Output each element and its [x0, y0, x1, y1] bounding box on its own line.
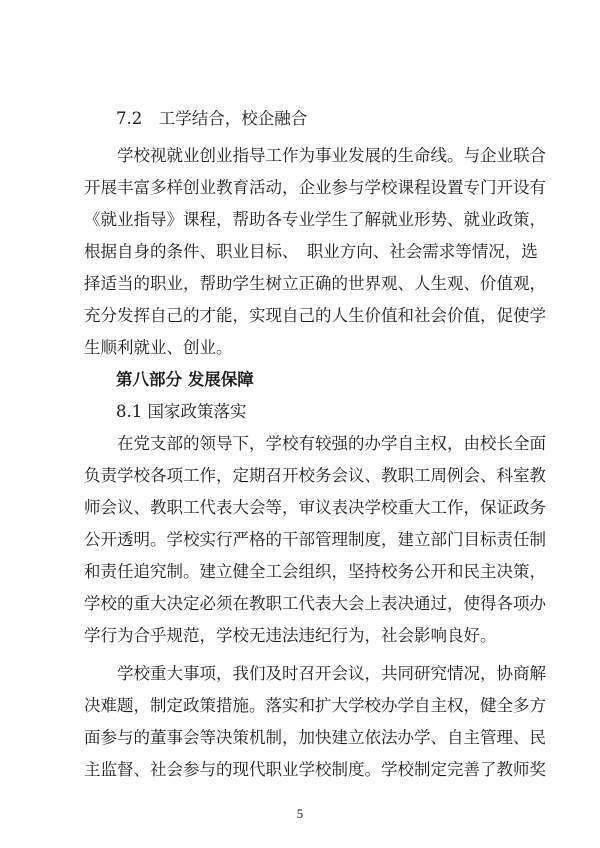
paragraph-line: 《就业指导》课程，帮助各专业学生了解就业形势、就业政策， — [84, 210, 546, 229]
paragraph-line: 面参与的董事会等决策机制，加快建立依法办学、自主管理、民 — [84, 728, 546, 747]
part-heading-8: 第八部分 发展保障 — [116, 370, 254, 389]
paragraph-line: 根据自身的条件、职业目标、 职业方向、社会需求等情况，选 — [84, 242, 538, 261]
paragraph-line: 择适当的职业，帮助学生树立正确的世界观、人生观、价值观， — [84, 274, 546, 293]
paragraph-line: 学校视就业创业指导工作为事业发展的生命线。与企业联合 — [84, 146, 546, 165]
paragraph-line: 和责任追究制。建立健全工会组织，坚持校务公开和民主决策， — [84, 562, 546, 581]
paragraph-line: 公开透明。学校实行严格的干部管理制度，建立部门目标责任制 — [84, 530, 546, 549]
paragraph-line: 决难题，制定政策措施。落实和扩大学校办学自主权，健全多方 — [84, 696, 546, 715]
paragraph-line: 学校重大事项，我们及时召开会议，共同研究情况，协商解 — [84, 664, 546, 683]
paragraph-line: 充分发挥自己的才能，实现自己的人生价值和社会价值，促使学 — [84, 306, 546, 325]
section-heading-7-2: 7.2 工学结合，校企融合 — [116, 109, 308, 128]
page-number: 5 — [296, 806, 304, 821]
paragraph-line: 师会议、教职工代表大会等，审议表决学校重大工作，保证政务 — [84, 498, 546, 517]
paragraph-line: 主监督、社会参与的现代职业学校制度。学校制定完善了教师奖 — [84, 760, 546, 779]
paragraph-line: 在党支部的领导下，学校有较强的办学自主权，由校长全面 — [84, 434, 546, 453]
paragraph-line: 负责学校各项工作，定期召开校务会议、教职工周例会、科室教 — [84, 466, 546, 485]
paragraph-line: 开展丰富多样创业教育活动，企业参与学校课程设置专门开设有 — [84, 178, 546, 197]
paragraph-line: 学校的重大决定必须在教职工代表大会上表决通过，使得各项办 — [84, 594, 546, 613]
section-heading-8-1: 8.1 国家政策落实 — [116, 402, 247, 421]
paragraph-line: 生顺利就业、创业。 — [84, 338, 233, 357]
paragraph-line: 学行为合乎规范，学校无违法违纪行为，社会影响良好。 — [84, 626, 497, 645]
